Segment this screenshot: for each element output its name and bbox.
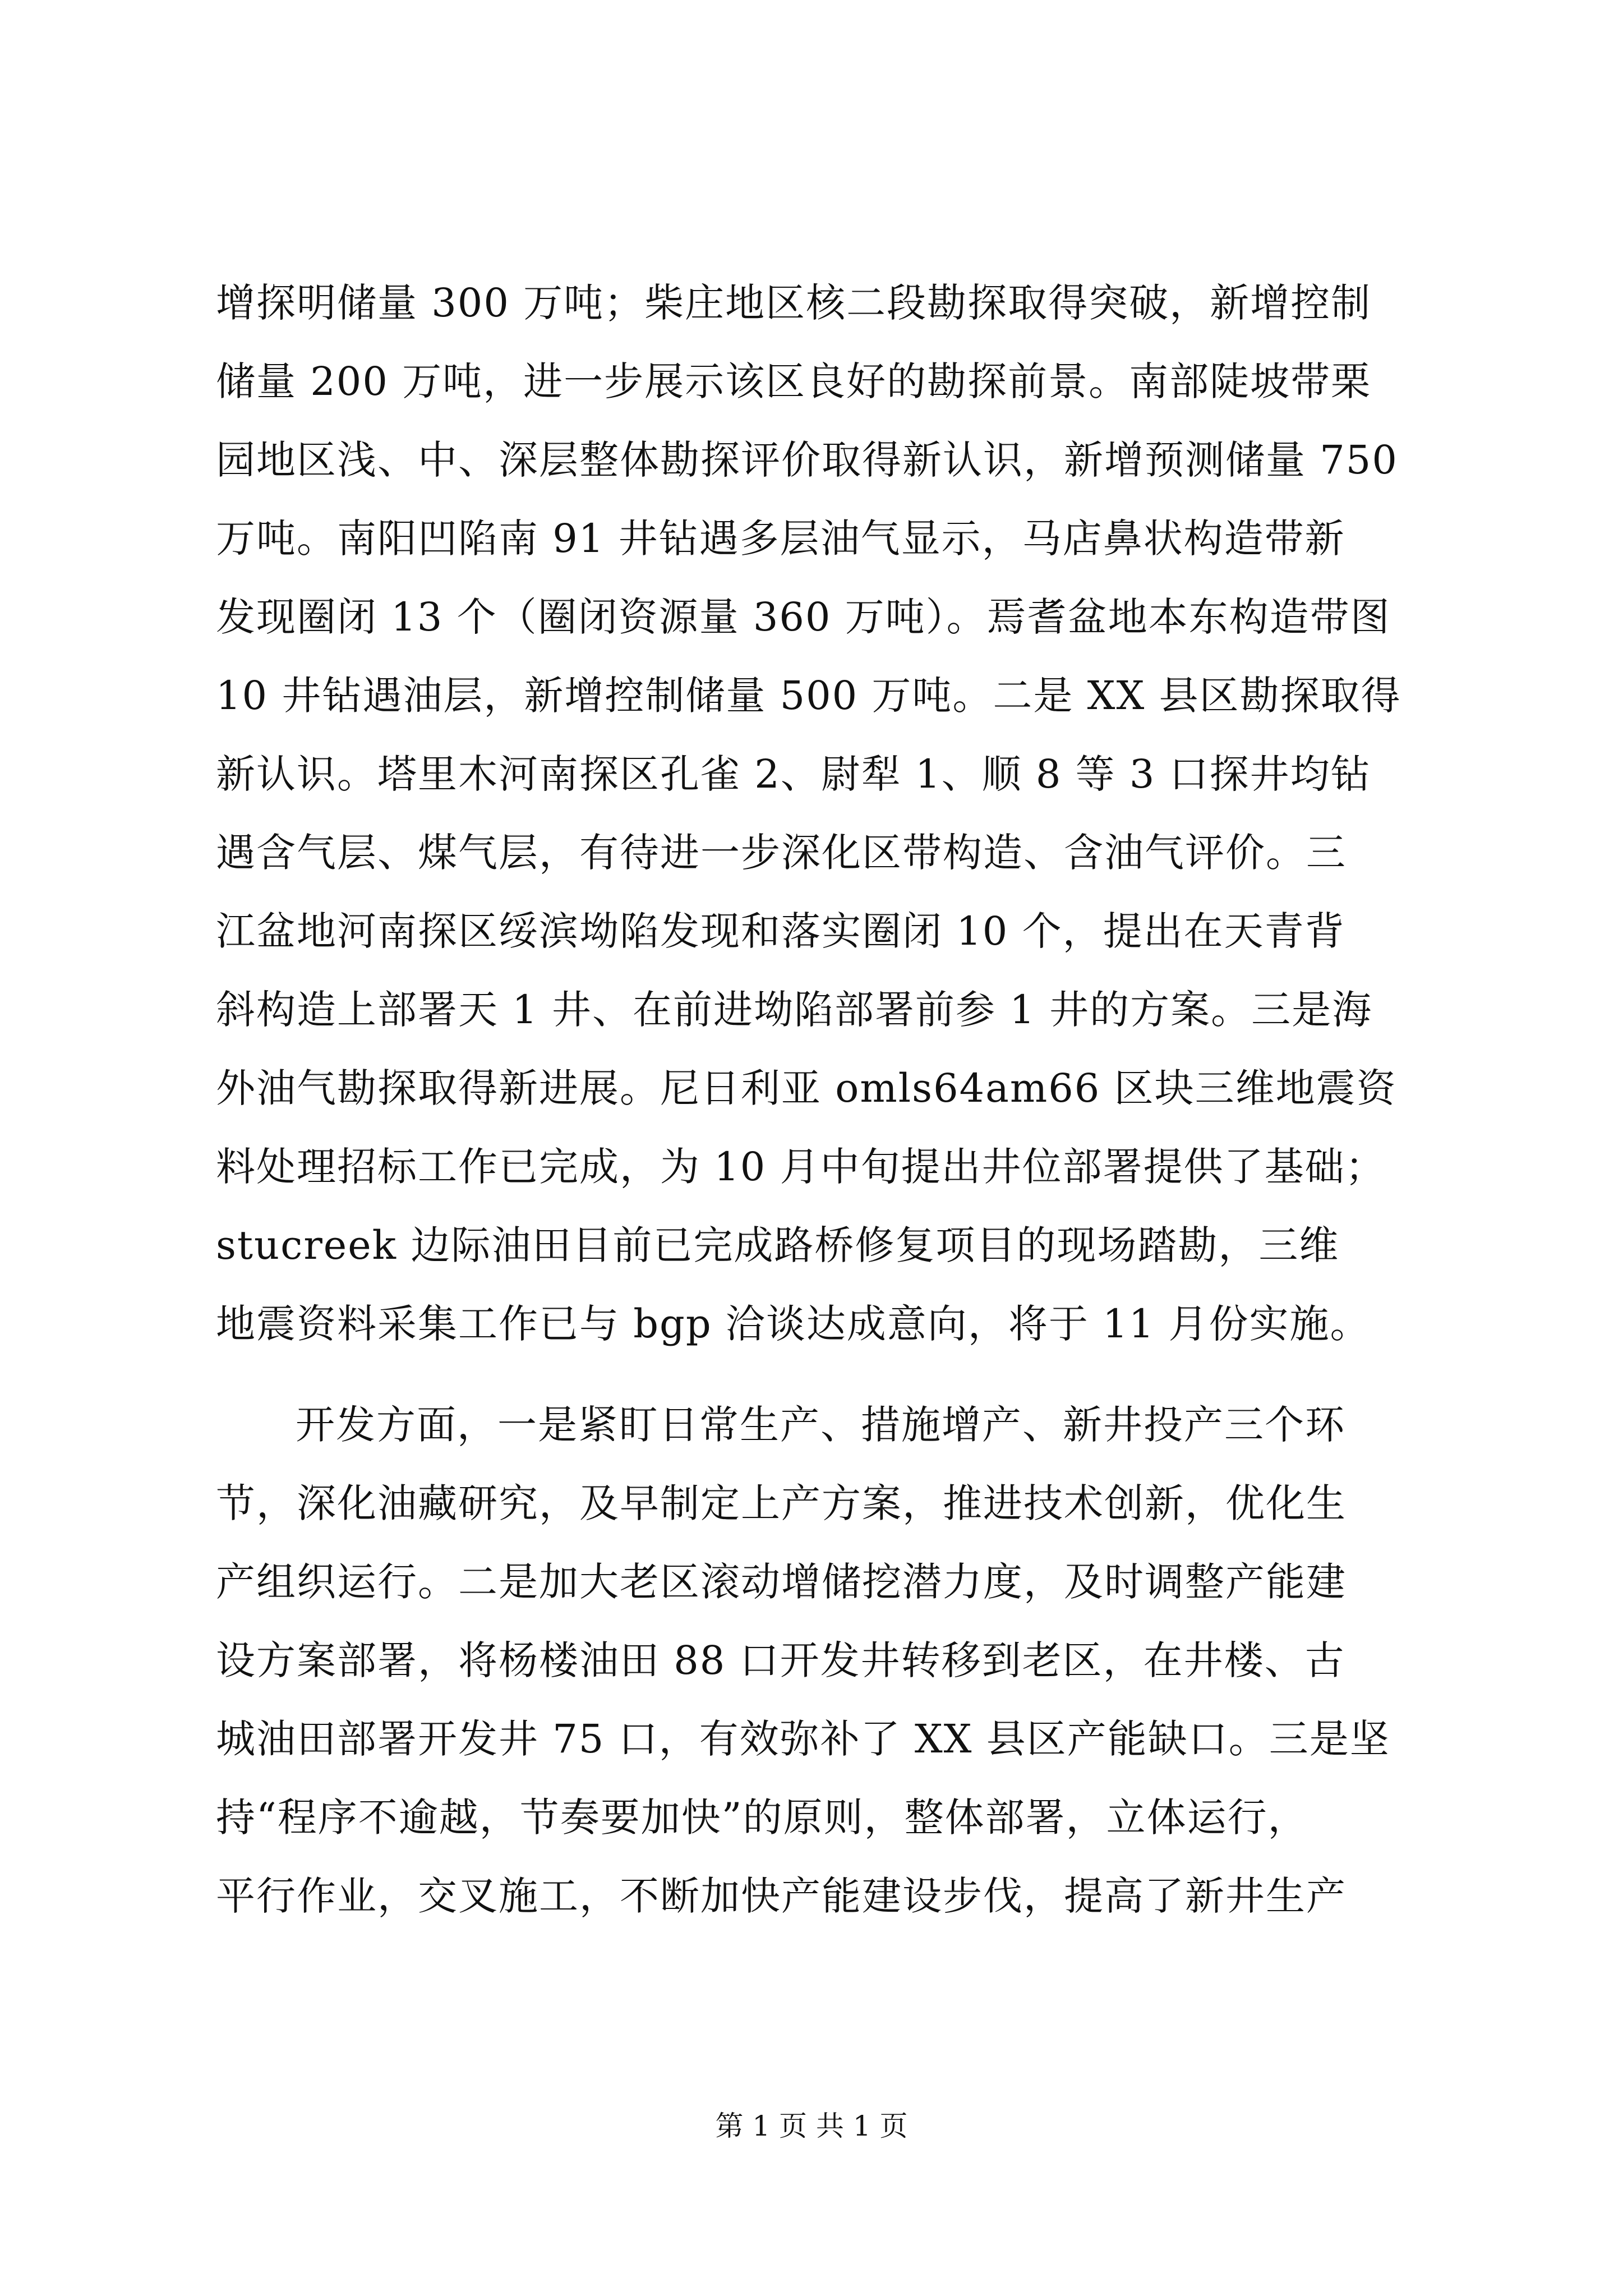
text-line: 料处理招标工作已完成，为 10 月中旬提出井位部署提供了基础； [216, 1144, 1386, 1190]
document-body [216, 264, 1427, 1935]
page-number-label: 第 1 页 共 1 页 [715, 2110, 908, 2142]
paragraph-spacer [216, 1363, 1427, 1386]
text-line: stucreek 边际油田目前已完成路桥修复项目的现场踏勘，三维 [216, 1222, 1340, 1268]
text-line: 地震资料采集工作已与 bgp 洽谈达成意向，将于 11 月份实施。 [216, 1301, 1371, 1347]
text-line: 万吨。南阳凹陷南 91 井钻遇多层油气显示，马店鼻状构造带新 [216, 516, 1345, 562]
page-footer [0, 2106, 1623, 2146]
text-line: 外油气勘探取得新进展。尼日利亚 omls64am66 区块三维地震资 [216, 1065, 1397, 1111]
text-line: 10 井钻遇油层，新增控制储量 500 万吨。二是 XX 县区勘探取得 [216, 673, 1401, 719]
text-line: 平行作业，交叉施工，不断加快产能建设步伐，提高了新井生产 [216, 1873, 1347, 1919]
text-line: 斜构造上部署天 1 井、在前进坳陷部署前参 1 井的方案。三是海 [216, 987, 1373, 1033]
text-line-first: 开发方面，一是紧盯日常生产、措施增产、新井投产三个环 [296, 1402, 1345, 1448]
text-line: 设方案部署，将杨楼油田 88 口开发井转移到老区，在井楼、古 [216, 1637, 1345, 1683]
paragraph-exploration [216, 264, 1427, 1363]
text-line: 增探明储量 300 万吨；柴庄地区核二段勘探取得突破，新增控制 [216, 280, 1372, 326]
text-line: 产组织运行。二是加大老区滚动增储挖潜力度，及时调整产能建 [216, 1559, 1347, 1605]
text-line: 节，深化油藏研究，及早制定上产方案，推进技术创新，优化生 [216, 1480, 1347, 1526]
text-line: 园地区浅、中、深层整体勘探评价取得新认识，新增预测储量 750 [216, 437, 1398, 483]
text-line: 江盆地河南探区绥滨坳陷发现和落实圈闭 10 个，提出在天青背 [216, 908, 1345, 954]
paragraph-development [216, 1386, 1427, 1935]
text-line: 发现圈闭 13 个（圈闭资源量 360 万吨）。焉耆盆地本东构造带图 [216, 594, 1391, 640]
text-line: 新认识。塔里木河南探区孔雀 2、尉犁 1、顺 8 等 3 口探井均钻 [216, 751, 1371, 797]
text-line: 储量 200 万吨，进一步展示该区良好的勘探前景。南部陡坡带栗 [216, 358, 1372, 404]
text-line: 遇含气层、煤气层，有待进一步深化区带构造、含油气评价。三 [216, 830, 1347, 876]
text-line: 持“程序不逾越，节奏要加快”的原则，整体部署，立体运行， [216, 1795, 1308, 1841]
text-line: 城油田部署开发井 75 口，有效弥补了 XX 县区产能缺口。三是坚 [216, 1716, 1390, 1762]
